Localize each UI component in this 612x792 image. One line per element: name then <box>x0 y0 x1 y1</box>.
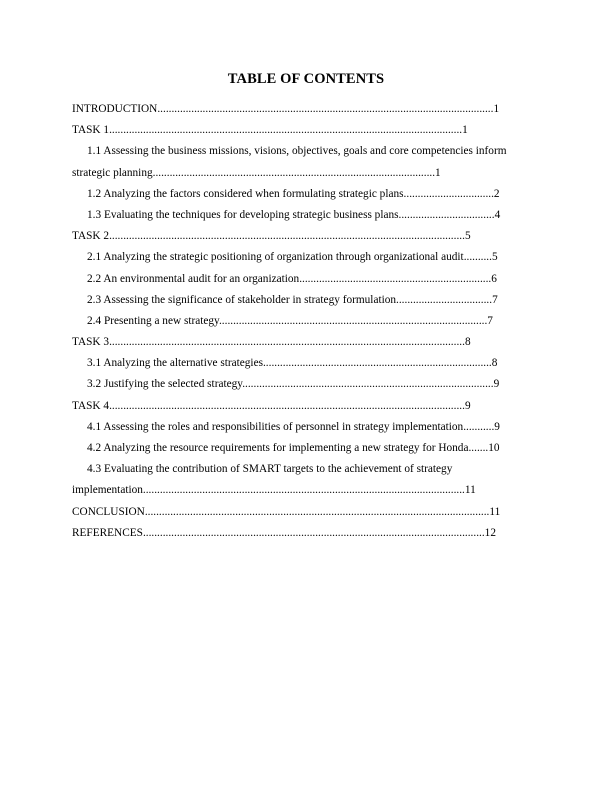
toc-entry-introduction[interactable] <box>72 99 542 120</box>
table-of-contents <box>72 99 542 544</box>
toc-leader-dots: .................................................................................................................. <box>142 484 465 497</box>
toc-page-number: 7 <box>487 314 493 327</box>
toc-leader-dots: .......... <box>463 251 492 264</box>
toc-entry-1-2[interactable] <box>72 184 542 205</box>
toc-leader-dots: ................................ <box>403 187 494 200</box>
toc-page-number: 5 <box>464 230 471 243</box>
toc-leader-dots: .................................................................................................... <box>152 166 436 179</box>
toc-page-number: 11 <box>464 484 476 497</box>
toc-leader-dots: .............................................................................................................................. <box>109 230 465 243</box>
toc-leader-dots: .............................................................................................................................. <box>109 399 465 412</box>
toc-leader-dots: .................................................................... <box>299 272 492 285</box>
toc-entry-conclusion[interactable] <box>72 502 542 523</box>
toc-page-number: 7 <box>492 293 498 306</box>
toc-entry-label-line1: 4.3 Evaluating the contribution of SMART targets to the achievement of strategy <box>87 463 453 476</box>
toc-leader-dots: ....................................................................................................................... <box>157 103 494 115</box>
toc-entry-2-2[interactable] <box>72 269 542 290</box>
toc-page-number: 1 <box>493 103 500 115</box>
toc-page-number: 11 <box>489 505 501 518</box>
toc-entry-label: 3.2 Justifying the selected strategy <box>87 378 243 391</box>
toc-entry-label: INTRODUCTION <box>72 103 158 115</box>
toc-entry-label-line2: implementation <box>72 484 143 497</box>
toc-entry-task-2[interactable] <box>72 226 542 247</box>
toc-entry-2-4[interactable] <box>72 311 542 332</box>
toc-entry-task-1[interactable] <box>72 120 542 141</box>
toc-entry-label: 2.2 An environmental audit for an organization <box>87 272 300 285</box>
toc-entry-4-1[interactable] <box>72 417 542 438</box>
toc-entry-label: 2.1 Analyzing the strategic positioning of organization through organizational audit <box>87 251 464 264</box>
toc-leader-dots: ............................................................................................................................. <box>109 124 463 137</box>
toc-entry-label: 4.2 Analyzing the resource requirements for implementing a new strategy for Honda <box>87 442 469 455</box>
toc-leader-dots: ............................................................................................... <box>218 314 488 327</box>
toc-page-number: 10 <box>488 442 500 455</box>
toc-leader-dots: ................................................................................. <box>262 357 492 370</box>
toc-entry-line2 <box>72 480 542 501</box>
toc-entry-label: 2.3 Assessing the significance of stakeholder in strategy formulation <box>87 293 397 306</box>
toc-leader-dots: ......................................................................................... <box>242 378 494 391</box>
toc-entry-2-3[interactable] <box>72 290 542 311</box>
toc-entry-task-3[interactable] <box>72 332 542 353</box>
toc-entry-task-4[interactable] <box>72 396 542 417</box>
toc-leader-dots: .............................................................................................................................. <box>109 336 465 349</box>
toc-entry-label: TASK 2 <box>72 230 110 243</box>
toc-entry-label: TASK 4 <box>72 399 110 412</box>
toc-leader-dots: .......................................................................................................................... <box>144 505 490 518</box>
toc-page-number: 4 <box>494 208 501 221</box>
toc-page-number: 8 <box>464 336 471 349</box>
toc-entry-3-2[interactable] <box>72 374 542 395</box>
toc-leader-dots: .................................. <box>398 208 495 221</box>
toc-leader-dots: ....... <box>468 442 489 455</box>
toc-page-number: 9 <box>494 420 500 433</box>
toc-entry-label: REFERENCES <box>72 526 143 539</box>
toc-entry-label: 3.1 Analyzing the alternative strategies <box>87 357 263 370</box>
toc-page-number: 6 <box>491 272 497 285</box>
toc-page-number: 8 <box>491 357 498 370</box>
toc-entry-line2 <box>72 163 542 184</box>
toc-entry-label-line1: 1.1 Assessing the business missions, visions, objectives, goals and core competencies inform <box>87 145 507 158</box>
toc-entry-1-1[interactable] <box>72 141 542 183</box>
toc-leader-dots: ........... <box>463 420 495 433</box>
toc-entry-3-1[interactable] <box>72 353 542 374</box>
toc-entry-label: TASK 1 <box>72 124 110 137</box>
toc-entry-references[interactable] <box>72 523 542 544</box>
toc-page-number: 1 <box>435 166 441 179</box>
toc-leader-dots: ......................................................................................................................... <box>142 526 485 539</box>
toc-entry-label: TASK 3 <box>72 336 110 349</box>
toc-page-number: 9 <box>464 399 471 412</box>
toc-entry-label: 4.1 Assessing the roles and responsibilities of personnel in strategy implementation <box>87 420 464 433</box>
toc-page-number: 12 <box>484 526 496 539</box>
toc-entry-2-1[interactable] <box>72 247 542 268</box>
toc-entry-4-3[interactable] <box>72 459 542 501</box>
toc-page-number: 9 <box>493 378 500 391</box>
toc-entry-4-2[interactable] <box>72 438 542 459</box>
toc-page-number: 1 <box>462 124 468 137</box>
toc-entry-label-line2: strategic planning <box>72 166 153 179</box>
toc-page-number: 5 <box>491 251 498 264</box>
toc-entry-label: CONCLUSION <box>72 505 145 518</box>
toc-entry-label: 1.2 Analyzing the factors considered when formulating strategic plans <box>87 187 404 200</box>
toc-title: TABLE OF CONTENTS <box>227 71 385 87</box>
toc-leader-dots: .................................. <box>396 293 493 306</box>
toc-page-number: 2 <box>493 187 500 200</box>
toc-entry-label: 2.4 Presenting a new strategy <box>87 314 219 327</box>
toc-entry-label: 1.3 Evaluating the techniques for developing strategic business plans <box>87 208 399 221</box>
toc-entry-1-3[interactable] <box>72 205 542 226</box>
